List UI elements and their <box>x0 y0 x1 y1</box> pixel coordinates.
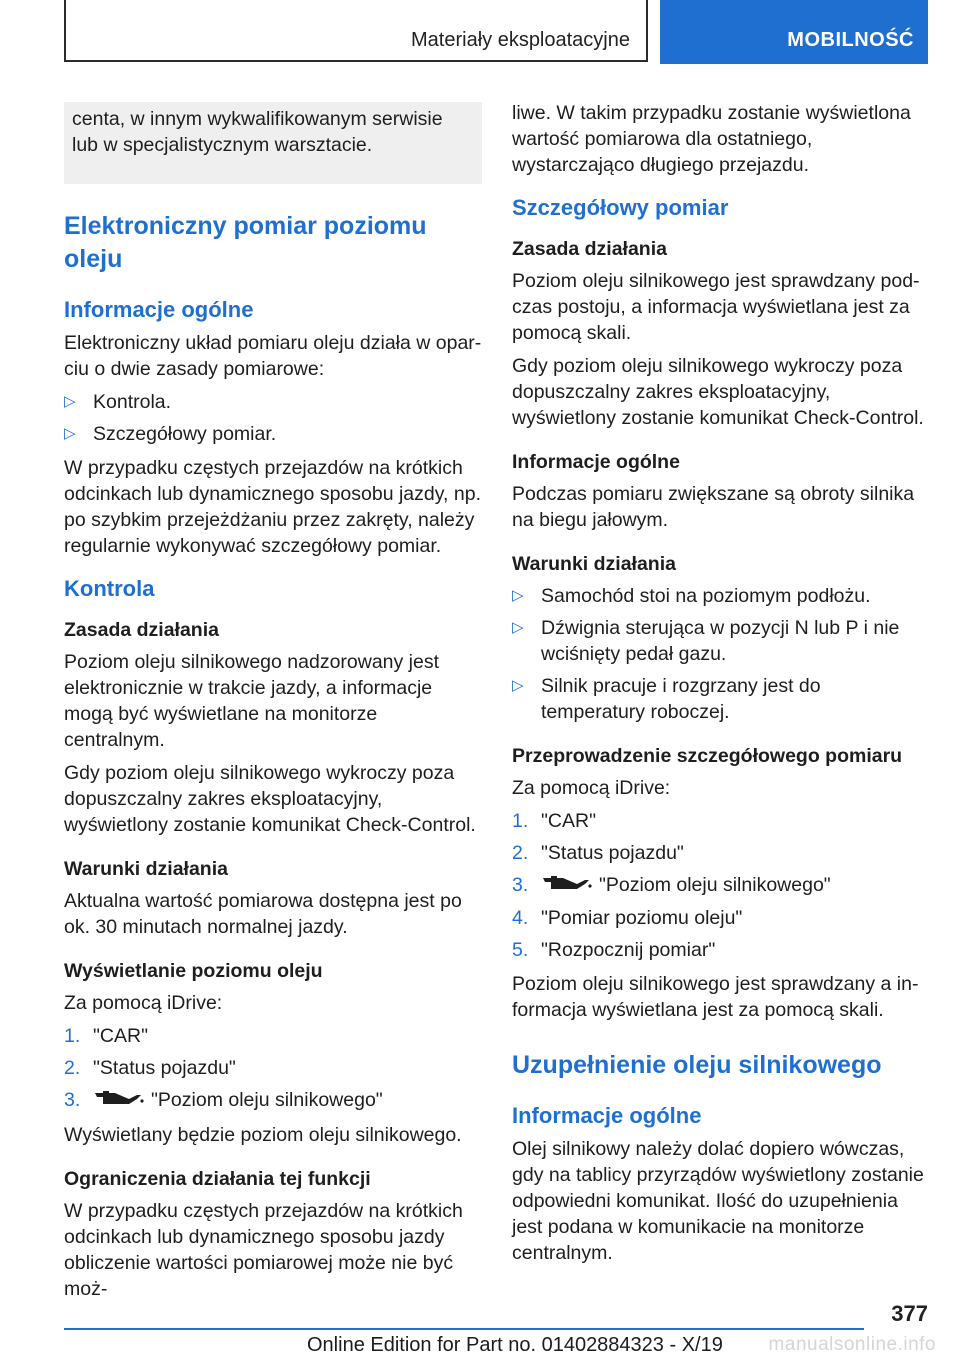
heading-oil-refill: Uzupełnienie oleju silnikowego <box>512 1051 882 1080</box>
list-item: 4. "Pomiar poziomu oleju" <box>512 907 743 930</box>
heading-operating-conditions: Warunki działania <box>64 858 228 880</box>
chapter-title: MOBILNOŚĆ <box>787 29 914 51</box>
watermark: manualsonline.info <box>768 1334 936 1355</box>
left-column <box>64 100 482 1309</box>
oil-can-icon <box>93 1087 145 1114</box>
list-item: ▷ Szczegółowy pomiar. <box>64 423 277 445</box>
list-item: 2. "Status pojazdu" <box>64 1057 236 1079</box>
heading-detailed-measurement: Szczegółowy pomiar <box>512 195 729 220</box>
heading-operating-principle: Zasada działania <box>64 619 219 641</box>
conditions-text: Aktualna wartość pomiarowa dostępna jest po ok. 30 minutach normalnej jazdy. <box>64 890 462 938</box>
triangle-bullet-icon: ▷ <box>64 425 76 442</box>
list-item: 1. "CAR" <box>64 1025 149 1047</box>
heading-operating-conditions: Warunki działania <box>512 553 676 575</box>
heading-oil-level-display: Wyświetlanie poziomu oleju <box>64 960 323 982</box>
conditions-list <box>512 583 928 725</box>
general-info-text: Elektroniczny układ pomiaru oleju działa w oparciu o dwie zasady pomiarowe: <box>64 332 482 380</box>
display-result: Wyświetlany będzie poziom oleju silnikowego. <box>64 1124 462 1147</box>
perform-intro: Za pomocą iDrive: <box>512 777 671 799</box>
section-tab <box>64 0 648 62</box>
general-info-text: Podczas pomiaru zwiększane są obroty silnika na biegu jałowym. <box>512 483 915 531</box>
list-item: ▷ Kontrola. <box>64 391 172 413</box>
triangle-bullet-icon: ▷ <box>512 619 524 636</box>
heading-electronic-oil-measurement: Elektroniczny pomiar poziomu oleju <box>64 212 427 273</box>
refill-text: Olej silnikowy należy dolać dopiero wówczas, gdy na tablicy przyrządów wyświetlony zostanie odpowiedni komunikat. Ilość do uzupełnienia jest podana w komunikacie na monitorze centralnym. <box>512 1138 924 1265</box>
general-info-text-2: W przypadku częstych przejazdów na krótkich odcinkach lub dynamicznego sposobu jazdy, np. po szybkim przejeżdżaniu przez zakręty, należy regularnie wykonywać szczegółowy pomiar. <box>64 457 481 557</box>
note-box <box>64 102 482 184</box>
principle-text-1: Poziom oleju silnikowego jest sprawdzany podczas postoju, a informacja wyświetlana jest za pomocą skali. <box>512 270 920 344</box>
list-item: ▷ Samochód stoi na poziomym podłożu. <box>512 585 871 607</box>
perform-steps-list <box>512 808 928 963</box>
heading-general-info: Informacje ogólne <box>64 297 254 322</box>
heading-general-info: Informacje ogólne <box>512 1103 702 1129</box>
principle-text-1: Poziom oleju silnikowego nadzorowany jest elektronicznie w trakcie jazdy, a informacje mogą być wyświetlane na monitorze centralnym. <box>64 651 440 751</box>
perform-result: Poziom oleju silnikowego jest sprawdzany a informacja wyświetlana jest za pomocą skali. <box>512 973 919 1022</box>
list-item: 2. "Status pojazdu" <box>512 842 684 864</box>
principle-text-2: Gdy poziom oleju silnikowego wykroczy poza dopuszczalny zakres eksploatacyjny, wyświetlony zostanie komunikat Check-Control. <box>512 355 924 429</box>
chapter-tab <box>660 0 928 64</box>
page-number: 377 <box>891 1301 928 1326</box>
footer-divider <box>64 1328 864 1330</box>
heading-operating-principle: Zasada działania <box>512 238 667 260</box>
limits-text: W przypadku częstych przejazdów na krótkich odcinkach lub dynamicznego sposobu jazdy obliczenie wartości pomiarowej może nie być moż‐ <box>64 1200 463 1301</box>
list-item: ▷ Silnik pracuje i rozgrzany jest do temperatury roboczej. <box>512 675 821 723</box>
page-header <box>64 0 928 64</box>
edition-footer: Online Edition for Part no. 01402884323 - X/19 <box>307 1334 723 1356</box>
display-intro: Za pomocą iDrive: <box>64 992 223 1014</box>
measurement-principles-list <box>64 389 482 447</box>
right-column <box>512 100 928 1273</box>
oil-can-icon <box>541 872 593 899</box>
note-text: centa, w innym wykwalifikowanym serwisie lub w specjalistycznym warsztacie. <box>72 108 443 156</box>
list-item: 5. "Rozpocznij pomiar" <box>512 939 716 962</box>
heading-general-info: Informacje ogólne <box>512 451 680 473</box>
display-steps-list <box>64 1023 482 1114</box>
heading-perform-measurement: Przeprowadzenie szczegółowego pomiaru <box>512 745 903 767</box>
section-title: Materiały eksploatacyjne <box>411 29 630 51</box>
principle-text-2: Gdy poziom oleju silnikowego wykroczy poza dopuszczalny zakres eksploatacyjny, wyświetlony zostanie komunikat Check-Control. <box>64 762 476 836</box>
triangle-bullet-icon: ▷ <box>512 677 524 694</box>
continued-text: liwe. W takim przypadku zostanie wyświetlona wartość pomiarowa dla ostatniego, wystarczająco długiego przejazdu. <box>512 102 911 176</box>
heading-control: Kontrola <box>64 576 155 601</box>
list-item: 3. "Poziom oleju silnikowego" <box>512 872 928 899</box>
triangle-bullet-icon: ▷ <box>64 393 76 410</box>
list-item: 3. "Poziom oleju silnikowego" <box>64 1087 482 1114</box>
triangle-bullet-icon: ▷ <box>512 587 524 604</box>
list-item: ▷ Dźwignia sterująca w pozycji N lub P i nie wciśnięty pedał gazu. <box>512 617 900 665</box>
heading-function-limits: Ograniczenia działania tej funkcji <box>64 1168 371 1191</box>
list-item: 1. "CAR" <box>512 810 597 832</box>
